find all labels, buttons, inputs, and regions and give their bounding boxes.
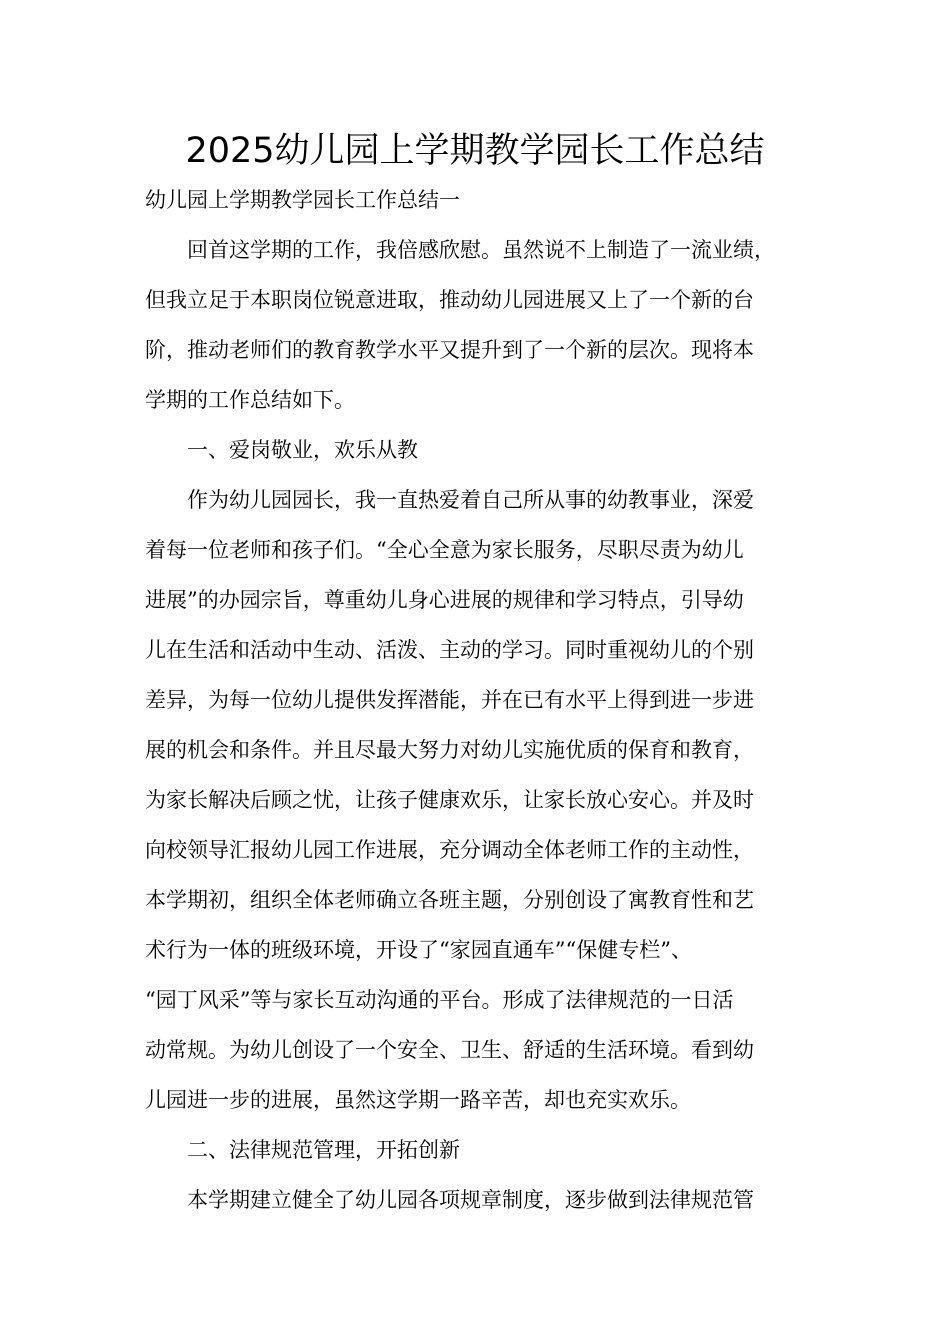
paragraph-line: 回首这学期的工作，我倍感欣慰。虽然说不上制造了一流业绩， — [187, 238, 775, 262]
paragraph-line: 作为幼儿园园长，我一直热爱着自己所从事的幼教事业，深爱 — [187, 488, 754, 512]
section-heading: 一、爱岗敬业，欢乐从教 — [187, 438, 418, 462]
paragraph-line: “园丁风采”等与家长互动沟通的平台。形成了法律规范的一日活 — [145, 988, 734, 1012]
document-subtitle: 幼儿园上学期教学园长工作总结一 — [145, 188, 460, 212]
paragraph-line: 术行为一体的班级环境，开设了“家园直通车”“保健专栏”、 — [145, 938, 692, 962]
paragraph-line: 展的机会和条件。并且尽最大努力对幼儿实施优质的保育和教育， — [145, 738, 754, 762]
paragraph-line: 但我立足于本职岗位锐意进取，推动幼儿园进展又上了一个新的台 — [145, 288, 754, 312]
paragraph-line: 本学期建立健全了幼儿园各项规章制度，逐步做到法律规范管 — [187, 1188, 754, 1212]
paragraph-line: 差异，为每一位幼儿提供发挥潜能，并在已有水平上得到进一步进 — [145, 688, 754, 712]
paragraph-line: 阶，推动老师们的教育教学水平又提升到了一个新的层次。现将本 — [145, 338, 754, 362]
document-title: 2025幼儿园上学期教学园长工作总结 — [185, 131, 765, 171]
paragraph-line: 为家长解决后顾之忧，让孩子健康欢乐，让家长放心安心。并及时 — [145, 788, 754, 812]
paragraph-line: 儿在生活和活动中生动、活泼、主动的学习。同时重视幼儿的个别 — [145, 638, 754, 662]
paragraph-line: 进展”的办园宗旨，尊重幼儿身心进展的规律和学习特点，引导幼 — [145, 588, 744, 612]
paragraph-line: 学期的工作总结如下。 — [145, 388, 355, 412]
paragraph-line: 着每一位老师和孩子们。“全心全意为家长服务，尽职尽责为幼儿 — [145, 538, 744, 562]
section-heading: 二、法律规范管理，开拓创新 — [187, 1138, 460, 1162]
paragraph-line: 向校领导汇报幼儿园工作进展，充分调动全体老师工作的主动性， — [145, 838, 754, 862]
paragraph-line: 儿园进一步的进展，虽然这学期一路辛苦，却也充实欢乐。 — [145, 1088, 691, 1112]
paragraph-line: 动常规。为幼儿创设了一个安全、卫生、舒适的生活环境。看到幼 — [145, 1038, 754, 1062]
paragraph-line: 本学期初，组织全体老师确立各班主题，分别创设了寓教育性和艺 — [145, 888, 754, 912]
